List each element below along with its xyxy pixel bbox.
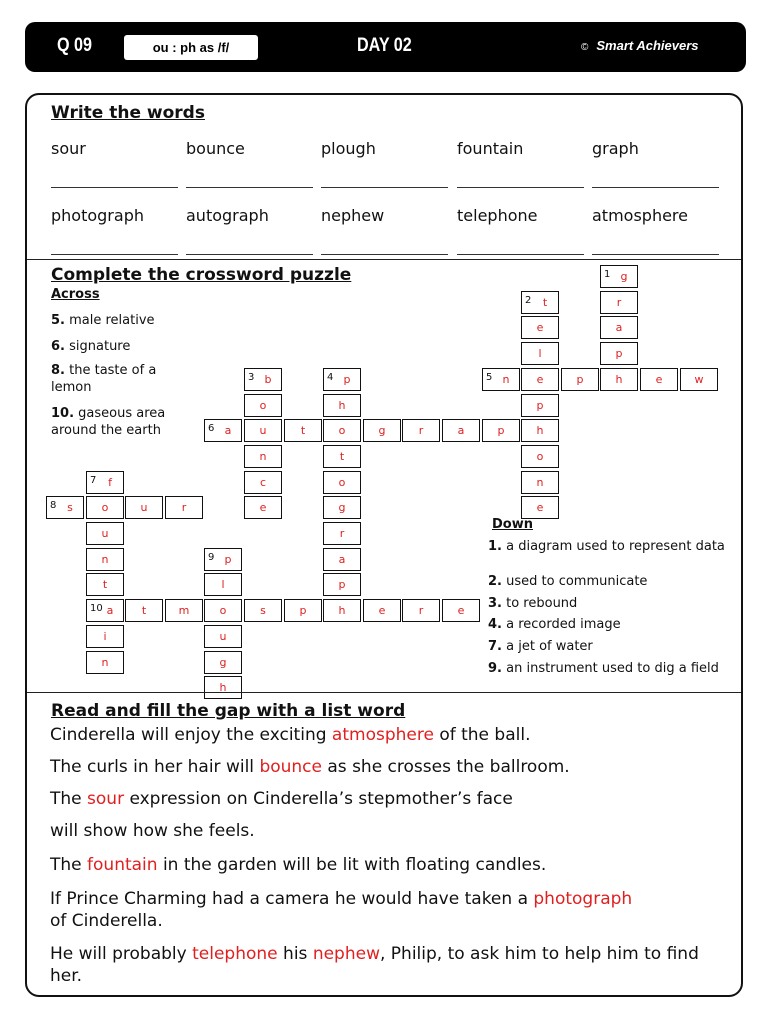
cell-letter: t [339,450,345,463]
crossword-cell[interactable] [284,419,322,442]
cell-letter: i [103,630,107,643]
sentence: If Prince Charming had a camera he would have taken a photograph of Cinderella. [50,889,633,931]
cell-letter: o [338,424,346,437]
down-clue: 7. a jet of water [488,639,593,654]
clue-number: 1 [604,269,611,280]
crossword-cell[interactable] [204,676,242,699]
answer-word: nephew [312,944,380,964]
crossword-cell[interactable] [442,599,480,622]
clue-number: 6 [208,423,215,434]
write-line[interactable] [51,187,178,188]
word-nephew: nephew [321,206,385,225]
cell-letter: u [219,630,227,643]
word-photograph: photograph [51,206,144,225]
phonics-label: ou : ph as /f/ [124,35,258,60]
brand-name: Smart Achievers [596,38,699,53]
cell-letter: r [181,501,187,514]
crossword-cell[interactable] [323,573,361,596]
write-line[interactable] [457,254,584,255]
cell-letter: e [536,373,544,386]
crossword-cell[interactable] [244,599,282,622]
clue-number: 2 [525,295,532,306]
crossword-cell[interactable] [323,522,361,545]
cell-letter: g [338,501,346,514]
question-number: Q 09 [57,35,93,56]
crossword-cell[interactable] [323,368,361,391]
crossword-cell[interactable] [521,342,559,365]
crossword-cell[interactable] [323,419,361,442]
clue-number: 4 [327,372,334,383]
clue-number: 9 [208,552,215,563]
crossword-cell[interactable] [244,368,282,391]
crossword-cell[interactable] [204,651,242,674]
crossword-cell[interactable] [284,599,322,622]
answer-word: photograph [533,889,633,909]
crossword-cell[interactable] [323,548,361,571]
crossword-cell[interactable] [363,419,401,442]
crossword-cell[interactable] [46,496,84,519]
cell-letter: g [378,424,386,437]
write-line[interactable] [592,254,719,255]
cell-letter: s [260,604,266,617]
crossword-cell[interactable] [640,368,678,391]
cell-letter: m [178,604,190,617]
cell-letter: u [140,501,148,514]
cell-letter: h [536,424,544,437]
cell-letter: a [224,424,232,437]
sentence: The sour expression on Cinderella’s stepmother’s face [50,789,513,809]
cell-letter: p [343,373,351,386]
crossword-cell[interactable] [600,291,638,314]
write-line[interactable] [321,187,448,188]
cell-letter: a [338,553,346,566]
crossword-cell[interactable] [323,394,361,417]
word-plough: plough [321,139,376,158]
crossword-cell[interactable] [165,496,203,519]
across-clue: 5. male relative [51,313,155,328]
write-words-title: Write the words [51,103,205,123]
crossword-cell[interactable] [482,368,520,391]
crossword-cell[interactable] [521,368,559,391]
cell-letter: g [620,270,628,283]
cell-letter: o [259,399,267,412]
cell-letter: t [542,296,548,309]
crossword-cell[interactable] [402,599,440,622]
write-line[interactable] [457,187,584,188]
answer-word: fountain [87,855,158,875]
crossword-cell[interactable] [323,599,361,622]
write-line[interactable] [186,187,313,188]
cell-letter: h [219,681,227,694]
across-clue: 8. the taste of a lemon [51,363,157,395]
clue-number: 8 [50,500,57,511]
answer-word: bounce [259,757,322,777]
cell-letter: h [338,399,346,412]
crossword-cell[interactable] [442,419,480,442]
cell-letter: l [538,347,542,360]
crossword-cell[interactable] [86,599,124,622]
cell-letter: o [338,476,346,489]
cell-letter: e [259,501,267,514]
crossword-cell[interactable] [323,496,361,519]
cell-letter: p [497,424,505,437]
cell-letter: p [615,347,623,360]
word-fountain: fountain [457,139,524,158]
crossword-cell[interactable] [521,316,559,339]
crossword-cell[interactable] [600,368,638,391]
word-atmosphere: atmosphere [592,206,688,225]
crossword-cell[interactable] [86,573,124,596]
across-clue: 10. gaseous area around the earth [51,406,166,438]
crossword-cell[interactable] [561,368,599,391]
across-heading: Across [51,287,100,302]
cell-letter: h [338,604,346,617]
crossword-cell[interactable] [521,291,559,314]
cell-letter: p [338,578,346,591]
cell-letter: o [101,501,109,514]
cell-letter: p [299,604,307,617]
cell-letter: e [378,604,386,617]
fill-gap-title: Read and fill the gap with a list word [51,701,406,721]
crossword-cell[interactable] [363,599,401,622]
crossword-cell[interactable] [600,265,638,288]
crossword-cell[interactable] [244,471,282,494]
cell-letter: u [101,527,109,540]
cell-letter: t [141,604,147,617]
crossword-cell[interactable] [244,394,282,417]
cell-letter: p [536,399,544,412]
write-line[interactable] [51,254,178,255]
cell-letter: a [457,424,465,437]
crossword-cell[interactable] [521,419,559,442]
crossword-cell[interactable] [86,471,124,494]
cell-letter: w [694,373,704,386]
section-divider [27,692,741,693]
cell-letter: p [576,373,584,386]
cell-letter: a [106,604,114,617]
crossword-cell[interactable] [165,599,203,622]
clue-number: 5 [486,372,493,383]
brand-logo [581,38,699,53]
cell-letter: c [259,476,267,489]
cell-letter: r [616,296,622,309]
cell-letter: l [221,578,225,591]
cell-letter: f [108,476,112,489]
sentence: The fountain in the garden will be lit with floating candles. [50,855,547,875]
day-label: DAY 02 [357,35,412,56]
cell-letter: n [101,553,109,566]
crossword-cell[interactable] [482,419,520,442]
down-heading: Down [492,517,533,532]
crossword-cell[interactable] [204,419,242,442]
cell-letter: r [339,527,345,540]
crossword-cell[interactable] [521,445,559,468]
sentence: The curls in her hair will bounce as she crosses the ballroom. [50,757,570,777]
cell-letter: s [67,501,73,514]
write-line[interactable] [186,254,313,255]
across-clue: 6. signature [51,339,131,354]
crossword-cell[interactable] [204,573,242,596]
crossword-cell[interactable] [323,471,361,494]
cell-letter: e [536,321,544,334]
crossword-cell[interactable] [204,625,242,648]
cell-letter: e [457,604,465,617]
word-telephone: telephone [457,206,538,225]
crossword-title: Complete the crossword puzzle [51,265,352,285]
crossword-cell[interactable] [86,496,124,519]
cell-letter: u [259,424,267,437]
crossword-cell[interactable] [600,342,638,365]
cell-letter: n [101,656,109,669]
copyright-symbol: © [581,42,589,53]
crossword-cell[interactable] [125,496,163,519]
cell-letter: e [536,501,544,514]
down-clue: 3. to rebound [488,596,578,611]
crossword-cell[interactable] [86,651,124,674]
down-clue: 1. a diagram used to represent data [488,539,725,554]
write-line[interactable] [592,187,719,188]
down-clue: 2. used to communicate [488,574,648,589]
word-autograph: autograph [186,206,269,225]
cell-letter: r [418,424,424,437]
answer-word: telephone [192,944,278,964]
crossword-cell[interactable] [600,316,638,339]
crossword-cell[interactable] [86,625,124,648]
cell-letter: o [536,450,544,463]
sentence: will show how she feels. [50,821,255,841]
cell-letter: a [615,321,623,334]
crossword-cell[interactable] [244,496,282,519]
cell-letter: n [536,476,544,489]
cell-letter: e [655,373,663,386]
section-divider [27,259,741,260]
crossword-cell[interactable] [244,419,282,442]
clue-number: 7 [90,475,97,486]
clue-number: 3 [248,372,255,383]
cell-letter: g [219,656,227,669]
word-graph: graph [592,139,639,158]
cell-letter: p [224,553,232,566]
word-sour: sour [51,139,86,158]
crossword-cell[interactable] [680,368,718,391]
clue-number: 10 [90,603,103,614]
header-bar [25,22,746,72]
crossword-cell[interactable] [204,599,242,622]
crossword-cell[interactable] [125,599,163,622]
crossword-cell[interactable] [521,471,559,494]
cell-letter: n [502,373,510,386]
sentence: Cinderella will enjoy the exciting atmosphere of the ball. [50,725,531,745]
crossword-cell[interactable] [86,522,124,545]
down-clue: 9. an instrument used to dig a field [488,661,719,676]
cell-letter: b [264,373,272,386]
write-line[interactable] [321,254,448,255]
answer-word: atmosphere [331,725,434,745]
crossword-cell[interactable] [402,419,440,442]
crossword-cell[interactable] [323,445,361,468]
cell-letter: r [418,604,424,617]
sentence: He will probably telephone his nephew, Philip, to ask him to help him to find her. [50,944,699,986]
word-bounce: bounce [186,139,245,158]
cell-letter: t [300,424,306,437]
cell-letter: o [219,604,227,617]
cell-letter: h [615,373,623,386]
down-clue: 4. a recorded image [488,617,621,632]
cell-letter: t [102,578,108,591]
crossword-cell[interactable] [521,394,559,417]
cell-letter: n [259,450,267,463]
answer-word: sour [87,789,125,809]
crossword-cell[interactable] [244,445,282,468]
crossword-cell[interactable] [204,548,242,571]
crossword-cell[interactable] [86,548,124,571]
crossword-cell[interactable] [521,496,559,519]
